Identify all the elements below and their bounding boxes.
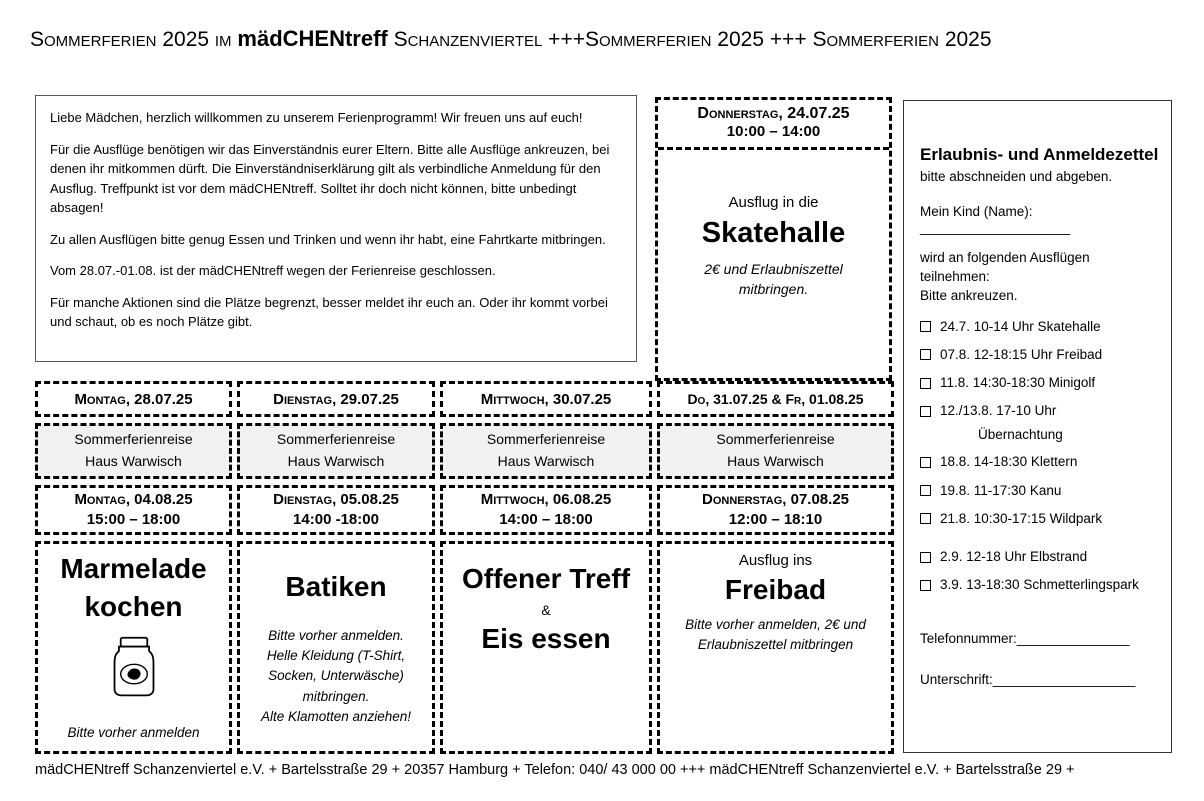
day-name: Dienstag, 05.08.25 — [273, 490, 399, 508]
child-name-label: Mein Kind (Name): — [920, 204, 1033, 219]
form-instruction-line2: Bitte ankreuzen. — [920, 287, 1018, 303]
checkbox[interactable] — [920, 406, 931, 417]
day-time: 12:00 – 18:10 — [728, 511, 823, 528]
title-brand: mädCHENtreff — [237, 26, 388, 51]
activity-title-line: Eis essen — [481, 622, 611, 654]
signature-row — [920, 672, 1159, 687]
camp-line2: Haus Warwisch — [287, 453, 385, 469]
intro-paragraph: Für manche Aktionen sind die Plätze begrenzt, besser meldet ihr euch an. Oder ihr kommt vorbei und schaut, ob es noch Plätze gibt. — [50, 294, 608, 329]
activity-note — [261, 626, 411, 727]
checkbox-item-kanu — [920, 483, 1159, 499]
camp-cell — [237, 423, 435, 479]
checkbox-label: 19.8. 11-17:30 Kanu — [940, 482, 1062, 498]
checkbox[interactable] — [920, 552, 931, 563]
phone-label: Telefonnummer: — [920, 631, 1017, 647]
activity-note: Bitte vorher anmelden — [67, 724, 200, 740]
event-card-body — [658, 150, 889, 299]
day-name: Donnerstag, 07.08.25 — [701, 490, 850, 508]
camp-line1: Sommerferienreise — [74, 431, 193, 448]
activity-note-line: Helle Kleidung (T-Shirt, — [266, 648, 406, 664]
activity-cell-offener-treff — [440, 541, 652, 754]
checkbox-label: 12./13.8. 17-10 Uhr — [940, 403, 1057, 419]
title-text-right: Schanzenviertel +++Sommerferien 2025 +++ Sommerferien 2025 — [387, 28, 992, 51]
intro-paragraph: Vom 28.07.-01.08. ist der mädCHENtreff wegen der Ferienreise geschlossen. — [50, 263, 496, 278]
signature-field[interactable]: ___________________ — [992, 672, 1136, 688]
camp-line2: Haus Warwisch — [85, 453, 182, 469]
activity-pre-text: Ausflug ins — [738, 552, 813, 569]
intro-box — [35, 95, 637, 362]
checkbox[interactable] — [920, 485, 931, 496]
day-name: Montag, 04.08.25 — [74, 490, 193, 508]
event-note: 2€ und Erlaubniszettel mitbringen. — [704, 261, 843, 297]
day-header-mo-2807: Montag, 28.07.25 — [35, 381, 232, 417]
day-header-di-0508 — [237, 485, 435, 535]
day-header-mo-0408 — [35, 485, 232, 535]
page-title — [30, 26, 992, 52]
camp-line2: Haus Warwisch — [497, 453, 595, 469]
checkbox-item-uebernachtung — [920, 403, 1159, 419]
event-time: 10:00 – 14:00 — [726, 123, 821, 140]
calendar-grid — [35, 381, 894, 754]
checkbox[interactable] — [920, 580, 931, 591]
activity-title-line: Marmelade — [60, 553, 207, 584]
activity-title-line: Offener Treff — [461, 563, 631, 594]
checkbox[interactable] — [920, 349, 931, 360]
camp-line2: Haus Warwisch — [727, 453, 824, 469]
permission-form — [903, 100, 1172, 753]
activity-title: Freibad — [724, 574, 827, 605]
checkbox-item-elbstrand — [920, 549, 1159, 565]
form-title: Erlaubnis- und Anmeldezettel — [920, 145, 1159, 164]
activity-note-line: Alte Klamotten anziehen! — [260, 708, 412, 724]
day-header-do-0708 — [657, 485, 894, 535]
intro-paragraph: Für die Ausflüge benötigen wir das Einverständnis eurer Eltern. Bitte alle Ausflüge ankreuzen, bei denen ihr mitkommen dürft. Die Einverständniserklärung gilt als verbindliche Anmeldung für den Ausflug. Treffpunkt ist vor dem mädCHENtreff. Solltet ihr doch nicht können, bitte unbedingt absagen! — [50, 141, 610, 215]
day-time: 14:00 -18:00 — [293, 511, 379, 528]
camp-line1: Sommerferienreise — [276, 431, 396, 448]
intro-paragraph: Liebe Mädchen, herzlich willkommen zu unserem Ferienprogramm! Wir freuen uns auf euch! — [50, 110, 583, 125]
checkbox-item-skatehalle — [920, 319, 1159, 335]
activity-title: Batiken — [285, 571, 387, 602]
signature-label: Unterschrift: — [920, 672, 993, 688]
activity-note-line: mitbringen. — [302, 688, 370, 704]
day-time: 14:00 – 18:00 — [499, 511, 593, 528]
checkbox-label: 3.9. 13-18:30 Schmetterlingspark — [940, 577, 1139, 593]
phone-row — [920, 631, 1159, 646]
checkbox[interactable] — [920, 457, 931, 468]
activity-note-line: Bitte vorher anmelden, 2€ und — [685, 616, 866, 632]
day-header-di-2907: Dienstag, 29.07.25 — [237, 381, 435, 417]
checkbox-label: 18.8. 14-18:30 Klettern — [940, 454, 1078, 470]
activity-cell-marmelade — [35, 541, 232, 754]
form-instruction — [920, 249, 1159, 306]
checkbox-label: 2.9. 12-18 Uhr Elbstrand — [940, 548, 1088, 564]
event-card-header — [658, 100, 889, 150]
day-header-do-fr: Do, 31.07.25 & Fr, 01.08.25 — [657, 381, 894, 417]
checkbox-label: 07.8. 12-18:15 Uhr Freibad — [940, 346, 1103, 362]
activity-cell-batiken — [237, 541, 435, 754]
day-header-mi-3007: Mittwoch, 30.07.25 — [440, 381, 652, 417]
checkbox-label: 24.7. 10-14 Uhr Skatehalle — [940, 318, 1101, 334]
camp-line1: Sommerferienreise — [716, 431, 835, 448]
checkbox[interactable] — [920, 513, 931, 524]
phone-field[interactable]: _______________ — [1016, 631, 1130, 647]
activity-note-line: Erlaubniszettel mitbringen — [697, 637, 854, 653]
checkbox-label: 11.8. 14:30-18:30 Minigolf — [940, 375, 1096, 391]
day-header-mi-0608 — [440, 485, 652, 535]
checkbox-item-minigolf — [920, 375, 1159, 391]
event-day: Donnerstag, 24.07.25 — [697, 105, 850, 122]
activity-note — [685, 615, 866, 656]
event-title: Skatehalle — [701, 217, 846, 249]
event-card-skatehalle — [655, 97, 892, 381]
title-text-left: Sommerferien 2025 im — [30, 28, 238, 51]
ampersand-text: & — [541, 601, 551, 618]
activity-note-line: Bitte vorher anmelden. — [268, 627, 404, 643]
event-pre-text: Ausflug in die — [728, 194, 819, 211]
intro-paragraph: Zu allen Ausflügen bitte genug Essen und Trinken und wenn ihr habt, eine Fahrtkarte mitbringen. — [50, 231, 606, 247]
checkbox[interactable] — [920, 321, 931, 332]
day-time: 15:00 – 18:00 — [86, 511, 181, 528]
form-instruction-line1: wird an folgenden Ausflügen teilnehmen: — [920, 250, 1090, 284]
footer-contact-line: mädCHENtreff Schanzenviertel e.V. + Bartelsstraße 29 + 20357 Hamburg + Telefon: 040/ 43 000 00 +++ mädCHENtreff Schanzenviertel e.V. + Bartelsstraße 29 + — [35, 762, 1075, 778]
day-name: Mittwoch, 06.08.25 — [480, 490, 612, 508]
jam-jar-image — [107, 636, 161, 701]
checkbox[interactable] — [920, 378, 931, 389]
form-subtitle: bitte abschneiden und abgeben. — [920, 169, 1113, 184]
checkbox-label: 21.8. 10:30-17:15 Wildpark — [940, 510, 1103, 526]
activity-title-line: kochen — [84, 590, 183, 622]
checkbox-item-schmetterlingspark — [920, 577, 1159, 593]
camp-cell — [440, 423, 652, 479]
activity-cell-freibad — [657, 541, 894, 754]
checkbox-item-wildpark — [920, 511, 1159, 527]
checkbox-label-line2: Übernachtung — [978, 427, 1063, 443]
camp-line1: Sommerferienreise — [486, 431, 606, 448]
child-name-field[interactable]: ____________________ — [920, 220, 1071, 235]
activity-note-line: Socken, Unterwäsche) — [268, 668, 404, 684]
camp-cell — [657, 423, 894, 479]
checkbox-item-klettern — [920, 454, 1159, 470]
camp-cell — [35, 423, 232, 479]
checkbox-item-freibad — [920, 347, 1159, 363]
